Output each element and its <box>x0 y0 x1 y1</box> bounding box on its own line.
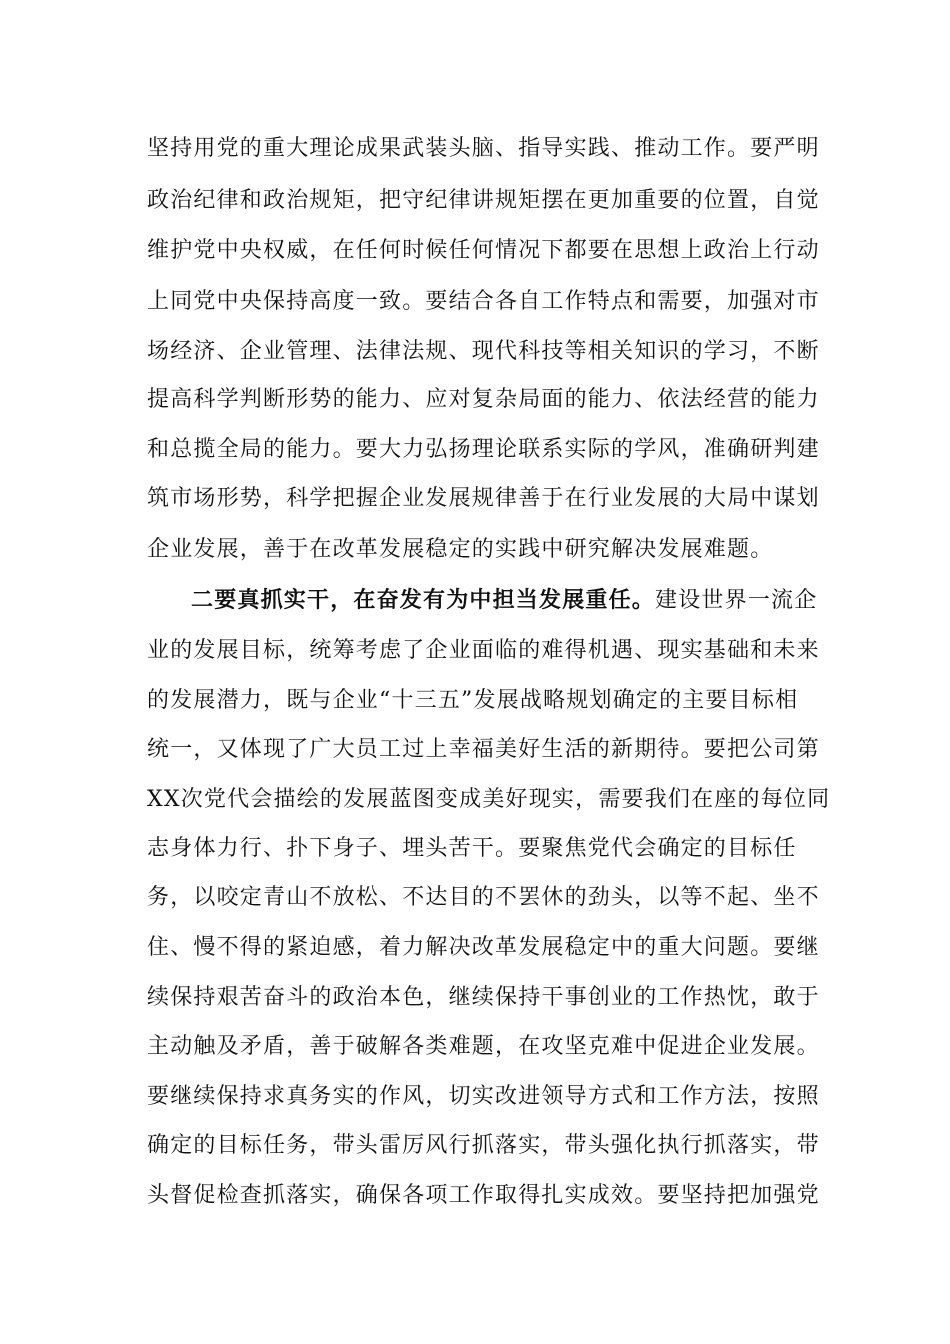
text-line: 确定的目标任务，带头雷厉风行抓落实，带头强化执行抓落实，带 <box>147 1133 820 1158</box>
text-line: XX次党代会描绘的发展蓝图变成美好现实，需要我们在座的每位同 <box>147 787 831 812</box>
text-line: 的发展潜力，既与企业“十三五”发展战略规划确定的主要目标相 <box>147 688 799 713</box>
text-line: 提高科学判断形势的能力、应对复杂局面的能力、依法经营的能力 <box>147 387 820 412</box>
text-line: 和总揽全局的能力。要大力弘扬理论联系实际的学风，准确研判建 <box>147 437 820 462</box>
text-line: 志身体力行、扑下身子、埋头苦干。要聚焦党代会确定的目标任 <box>147 836 797 861</box>
paragraph-text: 建设世界一流企 <box>655 588 818 613</box>
text-line: 筑市场形势，科学把握企业发展规律善于在行业发展的大局中谋划 <box>147 486 820 511</box>
text-line: 场经济、企业管理、法律法规、现代科技等相关知识的学习，不断 <box>147 339 820 364</box>
text-line: 务，以咬定青山不放松、不达目的不罢休的劲头，以等不起、坐不 <box>147 885 820 910</box>
text-line: 主动触及矛盾，善于破解各类难题，在攻坚克难中促进企业发展。 <box>147 1034 820 1059</box>
text-line: 政治纪律和政治规矩，把守纪律讲规矩摆在更加重要的位置，自觉 <box>147 188 820 213</box>
text-line: 维护党中央权威，在任何时候任何情况下都要在思想上政治上行动 <box>147 238 820 263</box>
text-line: 要继续保持求真务实的作风，切实改进领导方式和工作方法，按照 <box>147 1084 820 1109</box>
paragraph-2-first-line <box>191 585 817 615</box>
text-line: 企业发展，善于在改革发展稳定的实践中研究解决发展难题。 <box>147 537 774 562</box>
paragraph-heading: 二要真抓实干，在奋发有为中担当发展重任。 <box>191 587 656 613</box>
text-line: 上同党中央保持高度一致。要结合各自工作特点和需要，加强对市 <box>147 289 820 314</box>
text-line: 统一，又体现了广大员工过上幸福美好生活的新期待。要把公司第 <box>147 737 820 762</box>
text-line: 头督促检查抓落实，确保各项工作取得扎实成效。要坚持把加强党 <box>147 1183 820 1208</box>
text-line: 续保持艰苦奋斗的政治本色，继续保持干事创业的工作热忱，敢于 <box>147 985 820 1010</box>
text-line: 住、慢不得的紧迫感，着力解决改革发展稳定中的重大问题。要继 <box>147 935 820 960</box>
text-line: 业的发展目标，统筹考虑了企业面临的难得机遇、现实基础和未来 <box>147 638 820 663</box>
text-line: 坚持用党的重大理论成果武装头脑、指导实践、推动工作。要严明 <box>147 136 820 161</box>
